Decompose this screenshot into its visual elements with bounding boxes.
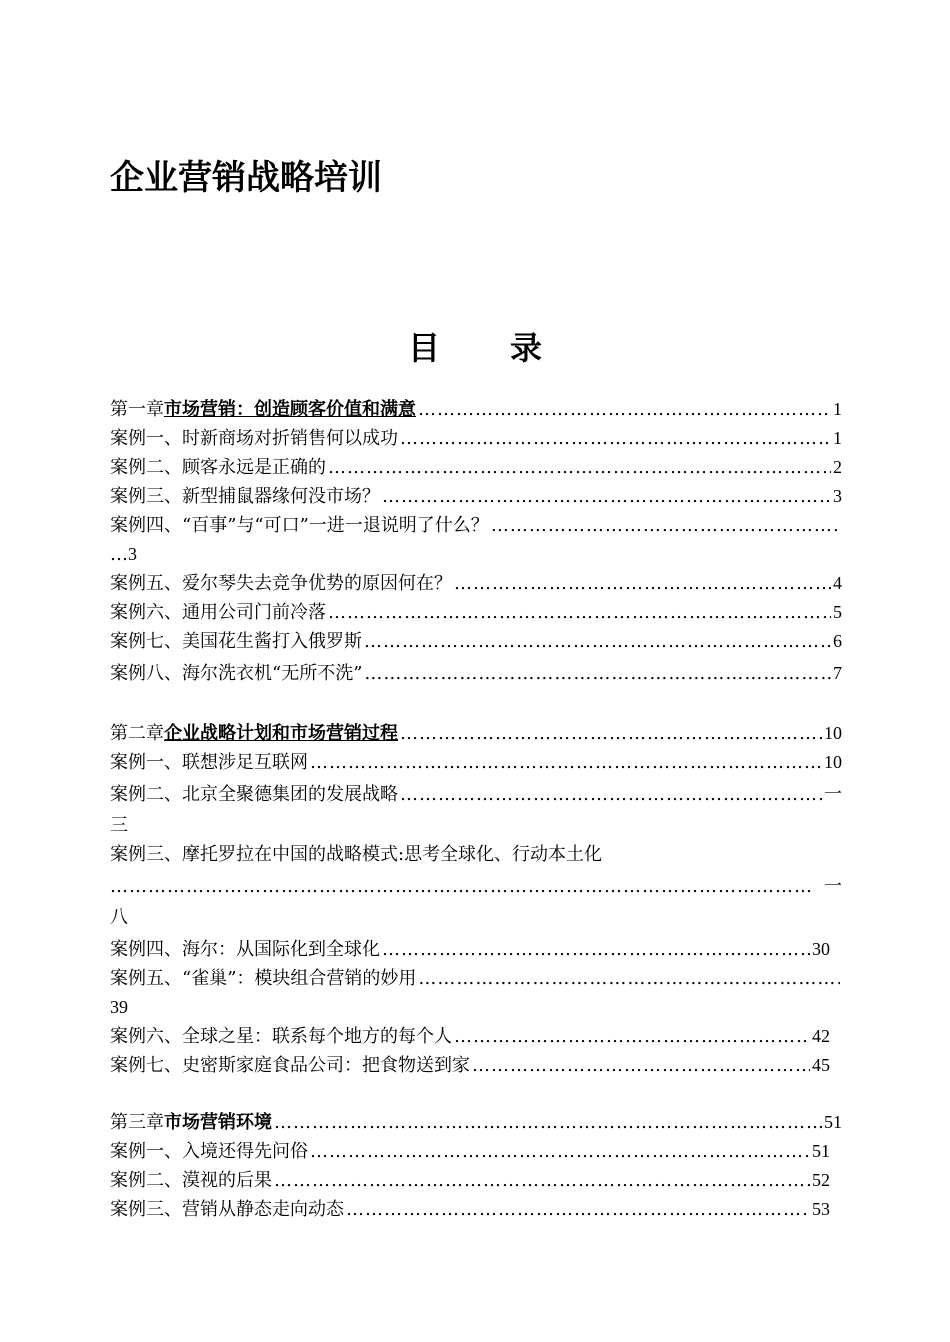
toc-entry-label: 案例一、入境还得先问俗	[110, 1141, 308, 1162]
toc-page-number: 39	[110, 997, 128, 1017]
dot-leader	[328, 598, 831, 627]
toc-entry-label: 第三章市场营销环境	[110, 1112, 272, 1133]
toc-page-number: 7	[833, 663, 842, 683]
dot-leader	[454, 1022, 810, 1051]
toc-page-number: 一	[824, 876, 842, 896]
toc-entry[interactable]	[110, 1195, 842, 1224]
dot-leader	[110, 870, 812, 904]
toc-entry-label: 案例三、摩托罗拉在中国的战略模式:思考全球化、行动本土化	[110, 844, 603, 865]
toc-entry[interactable]	[110, 1051, 842, 1080]
toc-entry-label: 第一章市场营销：创造顾客价值和满意	[110, 399, 416, 420]
toc-entry-label: 案例三、营销从静态走向动态	[110, 1199, 344, 1220]
toc-entry[interactable]	[110, 1137, 842, 1166]
toc-page-number: 30	[812, 939, 830, 959]
dot-leader	[400, 778, 822, 812]
toc-page-number: 51	[824, 1112, 842, 1132]
dot-leader	[382, 935, 810, 964]
toc-page-number: 51	[812, 1141, 830, 1161]
toc-entry-continuation[interactable]	[110, 540, 842, 569]
toc-entry-label: 案例二、北京全聚德集团的发展战略	[110, 784, 398, 805]
table-of-contents	[110, 395, 842, 1224]
toc-page-number-continuation: 八	[110, 907, 128, 928]
toc-page-number: 42	[812, 1026, 830, 1046]
toc-chapter-3[interactable]	[110, 1108, 842, 1137]
toc-entry[interactable]	[110, 511, 842, 540]
dot-leader	[418, 964, 840, 993]
dot-leader	[382, 482, 831, 511]
toc-entry-label: 案例四、海尔：从国际化到全球化	[110, 939, 380, 960]
toc-entry-label: 案例二、漠视的后果	[110, 1170, 272, 1191]
toc-entry[interactable]	[110, 453, 842, 482]
toc-entry[interactable]	[110, 840, 842, 869]
toc-entry-label: 案例一、联想涉足互联网	[110, 752, 308, 773]
toc-entry[interactable]	[110, 935, 842, 964]
toc-entry-continuation[interactable]	[110, 811, 842, 840]
toc-entry[interactable]	[110, 569, 842, 598]
dot-leader	[310, 748, 822, 777]
dot-leader	[418, 395, 831, 424]
toc-heading-char-2: 录	[510, 329, 543, 367]
dot-leader	[346, 1195, 810, 1224]
dot-leader	[274, 1108, 822, 1137]
toc-chapter-2[interactable]	[110, 719, 842, 748]
toc-entry-label: 第二章企业战略计划和市场营销过程	[110, 723, 398, 744]
toc-entry[interactable]	[110, 656, 842, 690]
toc-heading-char-1: 目	[407, 329, 440, 367]
toc-entry[interactable]	[110, 1022, 842, 1051]
toc-entry-label: 案例八、海尔洗衣机“无所不洗”	[110, 663, 363, 684]
dot-leader	[472, 1051, 810, 1080]
toc-entry-continuation[interactable]	[110, 993, 842, 1022]
toc-page-number: 45	[812, 1055, 830, 1075]
toc-entry[interactable]	[110, 964, 842, 993]
dot-leader	[364, 657, 831, 691]
toc-page-number: 1	[833, 399, 842, 419]
toc-page-number: 6	[833, 631, 842, 651]
toc-entry-label: 案例六、通用公司门前冷落	[110, 602, 326, 623]
dot-leader-continuation: …	[110, 544, 128, 565]
toc-entry-continuation[interactable]	[110, 903, 842, 932]
toc-page-number: 52	[812, 1170, 830, 1190]
toc-heading	[0, 320, 950, 376]
toc-entry-label: 案例二、顾客永远是正确的	[110, 457, 326, 478]
dot-leader	[364, 627, 831, 656]
toc-page-number: 5	[833, 602, 842, 622]
document-title: 企业营销战略培训	[110, 158, 382, 198]
toc-page-number: 3	[128, 544, 137, 564]
toc-entry-label: 案例七、史密斯家庭食品公司：把食物送到家	[110, 1055, 470, 1076]
toc-entry[interactable]	[110, 627, 842, 656]
toc-page-number: 4	[833, 573, 842, 593]
toc-page-number: 53	[812, 1199, 830, 1219]
toc-page-number: 10	[824, 723, 842, 743]
toc-entry-label: 案例四、“百事”与“可口”一进一退说明了什么？	[110, 515, 489, 536]
toc-page-number: 2	[833, 457, 842, 477]
toc-entry-label: 案例一、时新商场对折销售何以成功	[110, 428, 398, 449]
toc-entry-label: 案例六、全球之星：联系每个地方的每个人	[110, 1026, 452, 1047]
toc-entry-leader-line[interactable]	[110, 869, 842, 903]
toc-page-number: 3	[833, 486, 842, 506]
toc-entry[interactable]	[110, 598, 842, 627]
toc-entry[interactable]	[110, 777, 842, 811]
toc-entry-label: 案例七、美国花生酱打入俄罗斯	[110, 631, 362, 652]
toc-entry[interactable]	[110, 748, 842, 777]
toc-page-number-continuation: 三	[110, 815, 128, 836]
dot-leader	[400, 719, 822, 748]
toc-entry[interactable]	[110, 424, 842, 453]
toc-entry-label: 案例三、新型捕鼠器缘何没市场？	[110, 486, 380, 507]
toc-entry-label: 案例五、“雀巢”：模块组合营销的妙用	[110, 968, 417, 989]
toc-chapter-1[interactable]	[110, 395, 842, 424]
toc-entry[interactable]	[110, 1166, 842, 1195]
dot-leader	[328, 453, 831, 482]
toc-page-number: 一	[824, 784, 842, 804]
toc-page-number: 1	[833, 428, 842, 448]
dot-leader	[310, 1137, 810, 1166]
dot-leader	[274, 1166, 810, 1195]
toc-entry[interactable]	[110, 482, 842, 511]
dot-leader	[454, 569, 831, 598]
dot-leader	[400, 424, 831, 453]
toc-page-number: 10	[824, 752, 842, 772]
dot-leader	[491, 511, 840, 540]
toc-entry-label: 案例五、爱尔琴失去竞争优势的原因何在？	[110, 573, 452, 594]
